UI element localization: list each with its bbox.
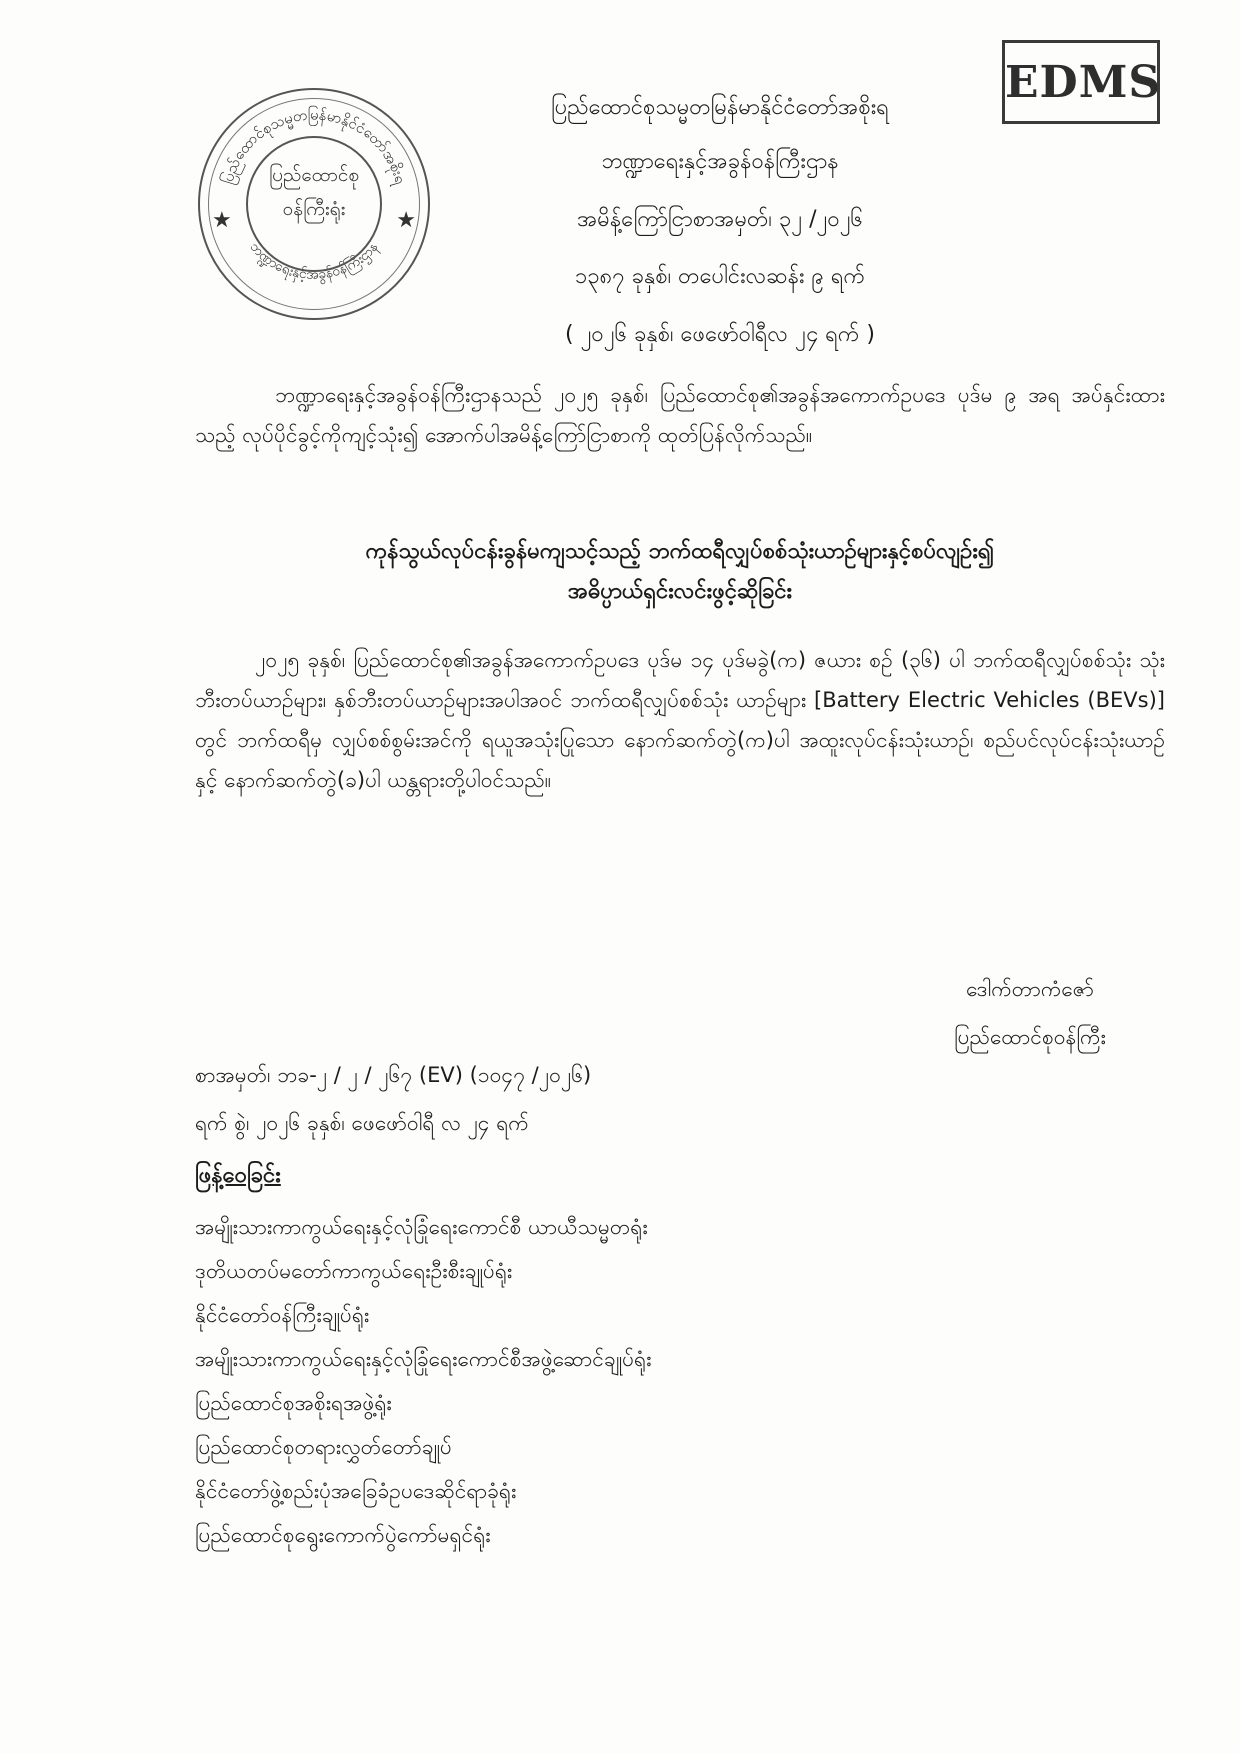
- subject-heading: [195, 532, 1165, 612]
- signatory-title: ပြည်ထောင်စုဝန်ကြီး: [954, 1025, 1106, 1049]
- edms-stamp: [1002, 40, 1160, 124]
- list-item: ပြည်ထောင်စုတရားလွှတ်တော်ချုပ်: [195, 1435, 452, 1459]
- list-item: ပြည်ထောင်စုအစိုးရအဖွဲ့ရုံး: [195, 1391, 392, 1415]
- seal-center-text: [200, 158, 428, 226]
- signature-block: [850, 965, 1210, 1061]
- list-item: အမျိုးသားကာကွယ်ရေးနှင့်လုံခြုံရေးကောင်စီ ယာယီသမ္မတရုံး: [195, 1215, 648, 1239]
- edms-stamp-text: EDMS: [1005, 57, 1162, 108]
- intro-paragraph: [195, 375, 1165, 455]
- header-myanmar-date: ၁၃၈၇ ခုနှစ်၊ တပေါင်းလဆန်း ၉ ရက်: [574, 264, 866, 289]
- list-item: နိုင်ငံတော်ဝန်ကြီးချုပ်ရုံး: [195, 1303, 370, 1327]
- seal-center-line1: ပြည်ထောင်စု: [268, 164, 360, 186]
- reference-number: စာအမှတ်၊ ဘခ-၂ / ၂ / ၂၆၇ (EV) (၁၀၄၇ /၂၀၂၆): [195, 1063, 592, 1087]
- signatory-name: ဒေါက်တာကံဇော်: [966, 977, 1094, 1001]
- list-item: ဒုတိယတပ်မတော်ကာကွယ်ရေးဦးစီးချုပ်ရုံး: [195, 1259, 513, 1283]
- subject-line1: ကုန်သွယ်လုပ်ငန်းခွန်မကျသင့်သည့် ဘက်ထရီလျှပ်စစ်သုံးယာဉ်များနှင့်စပ်လျဉ်း၍: [365, 539, 995, 564]
- header-government: ပြည်ထောင်စုသမ္မတမြန်မာနိုင်ငံတော်အစိုးရ: [551, 95, 889, 120]
- distribution-list: [195, 1205, 651, 1557]
- intro-text: ဘဏ္ဍာရေးနှင့်အခွန်ဝန်ကြီးဌာနသည် ၂၀၂၅ ခုနှစ်၊ ပြည်ထောင်စု၏အခွန်အကောက်ဥပဒေ ပုဒ်မ ၉ အရ အပ်နှင်းထားသည့် လုပ်ပိုင်ခွင့်ကိုကျင့်သုံး၍ အောက်ပါအမိန့်ကြော်ငြာစာကို ထုတ်ပြန်လိုက်သည်။: [195, 383, 1165, 447]
- subject-line2: အဓိပ္ပာယ်ရှင်းလင်းဖွင့်ဆိုခြင်း: [567, 579, 793, 604]
- list-item: နိုင်ငံတော်ဖွဲ့စည်းပုံအခြေခံဥပဒေဆိုင်ရာခုံရုံး: [195, 1479, 517, 1503]
- header-notification-number: အမိန့်ကြော်ငြာစာအမှတ်၊ ၃၂ /၂၀၂၆: [577, 207, 863, 232]
- star-icon: ★: [396, 208, 416, 233]
- distribution-title: ဖြန့်ဝေခြင်း: [195, 1163, 281, 1188]
- seal-center-line2: ဝန်ကြီးရုံး: [282, 198, 346, 220]
- reference-date: ရက် စွဲ၊ ၂၀၂၆ ခုနှစ်၊ ဖေဖော်ဝါရီ လ ၂၄ ရက်: [195, 1111, 529, 1135]
- list-item: အမျိုးသားကာကွယ်ရေးနှင့်လုံခြုံရေးကောင်စီအဖွဲ့ဆောင်ချုပ်ရုံး: [195, 1347, 652, 1371]
- body-text: ၂၀၂၅ ခုနှစ်၊ ပြည်ထောင်စု၏အခွန်အကောက်ဥပဒေ ပုဒ်မ ၁၄ ပုဒ်မခွဲ(က) ဇယား စဉ် (၃၆) ပါ ဘက်ထရီလျှပ်စစ်သုံး သုံးဘီးတပ်ယာဉ်များ၊ နှစ်ဘီးတပ်ယာဉ်များအပါအဝင် ဘက်ထရီလျှပ်စစ်သုံး ယာဉ်များ [Battery Electric Vehicles (BEVs)] တွင် ဘက်ထရီမှ လျှပ်စစ်စွမ်းအင်ကို ရယူအသုံးပြုသော နောက်ဆက်တွဲ(က)ပါ အထူးလုပ်ငန်းသုံးယာဉ်၊ စည်ပင်လုပ်ငန်းသုံးယာဉ် နှင့် နောက်ဆက်တွဲ(ခ)ပါ ယန္တရားတို့ပါဝင်သည်။: [195, 648, 1165, 792]
- star-icon: ★: [212, 208, 232, 233]
- seal-bottom-text: ဘဏ္ဍာရေးနှင့်အခွန်ဝန်ကြီးဌာန: [246, 238, 382, 283]
- header-ministry: ဘဏ္ဍာရေးနှင့်အခွန်ဝန်ကြီးဌာန: [601, 149, 839, 174]
- seal-top-text: ပြည်ထောင်စုသမ္မတမြန်မာနိုင်ငံတော်အစိုးရ: [219, 106, 409, 187]
- header-gregorian-date: ( ၂၀၂၆ ခုနှစ်၊ ဖေဖော်ဝါရီလ ၂၄ ရက် ): [565, 322, 875, 347]
- official-seal: [198, 88, 430, 320]
- list-item: ပြည်ထောင်စုရွေးကောက်ပွဲကော်မရှင်ရုံး: [195, 1523, 491, 1547]
- body-paragraph: [195, 640, 1165, 800]
